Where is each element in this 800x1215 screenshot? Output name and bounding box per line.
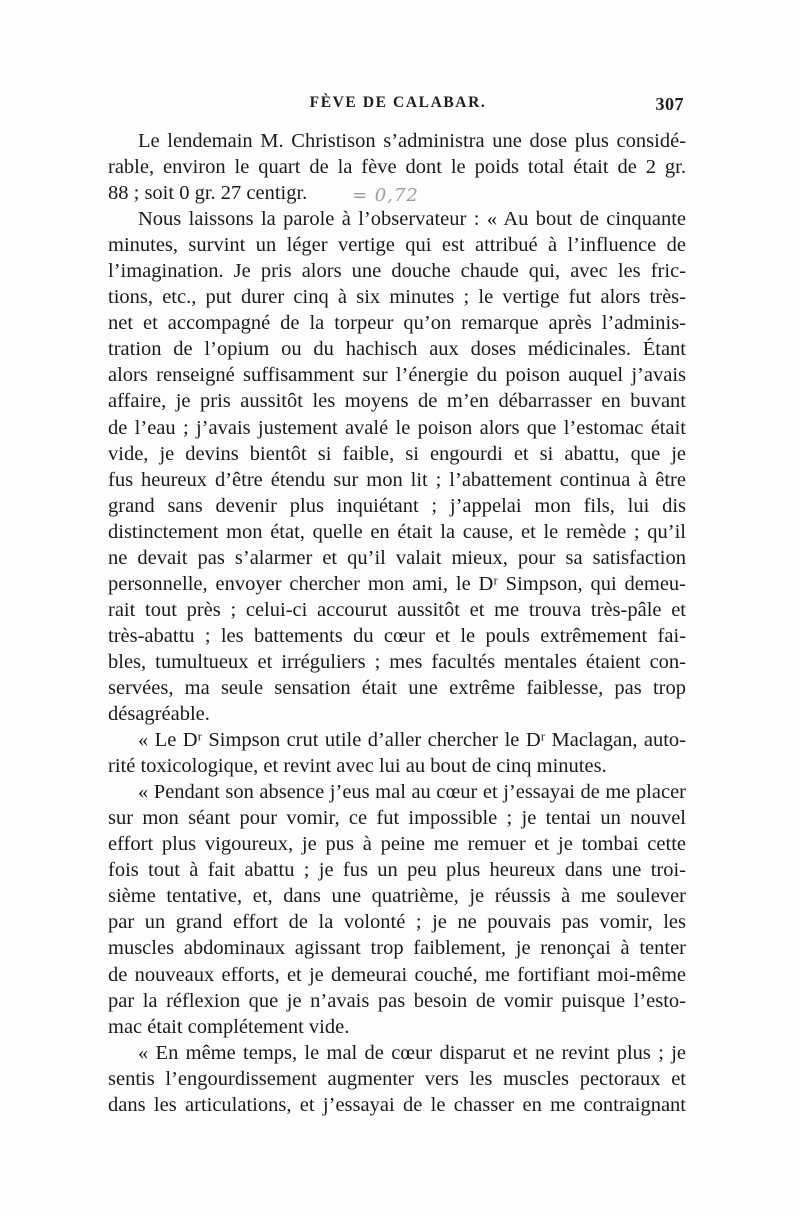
text-line: alors renseigné suffisamment sur l’énergie du poison auquel j’avais bbox=[108, 364, 686, 387]
text-line: mac était complétement vide. bbox=[108, 1015, 350, 1038]
text-line: minutes, survint un léger vertige qui est attribué à l’influence de bbox=[108, 234, 686, 257]
text-line: désagréable. bbox=[108, 703, 210, 726]
running-title: FÈVE DE CALABAR. bbox=[309, 94, 487, 111]
text-line: rait tout près ; celui-ci accourut aussitôt et me trouva très-pâle et bbox=[108, 598, 686, 621]
text-line: distinctement mon état, quelle en était la cause, et le remède ; qu’il bbox=[108, 520, 686, 543]
text-line: ne devait pas s’alarmer et qu’il valait mieux, pour sa satisfaction bbox=[108, 546, 686, 569]
text-line: très-abattu ; les battements du cœur et le pouls extrêmement fai- bbox=[108, 624, 686, 647]
text-line: « Pendant son absence j’eus mal au cœur et j’essayai de me placer bbox=[138, 781, 686, 804]
text-line: « Le Dʳ Simpson crut utile d’aller chercher le Dʳ Maclagan, auto- bbox=[138, 729, 686, 752]
text-line: l’imagination. Je pris alors une douche chaude qui, avec les fric- bbox=[108, 260, 686, 283]
pencil-annotation: = 0,72 bbox=[352, 185, 419, 206]
text-line: affaire, je pris aussitôt les moyens de m’en débarrasser en buvant bbox=[108, 390, 686, 413]
text-line: dans les articulations, et j’essayai de le chasser en me contraignant bbox=[108, 1093, 686, 1116]
text-line: servées, ma seule sensation était une extrême faiblesse, pas trop bbox=[108, 676, 686, 699]
body-text bbox=[108, 128, 686, 1118]
text-line: personnelle, envoyer chercher mon ami, le Dʳ Simpson, qui demeu- bbox=[108, 572, 686, 595]
text-line: vide, je devins bientôt si faible, si engourdi et si abattu, que je bbox=[108, 442, 686, 465]
page-number: 307 bbox=[655, 94, 684, 114]
text-line: sur mon séant pour vomir, ce fut impossible ; je tentai un nouvel bbox=[108, 807, 686, 830]
text-line: Le lendemain M. Christison s’administra une dose plus considé- bbox=[138, 130, 686, 152]
text-line: 88 ; soit 0 gr. 27 centigr. bbox=[108, 182, 308, 205]
text-line: muscles abdominaux agissant trop faiblement, je renonçai à tenter bbox=[108, 937, 686, 960]
page-header bbox=[112, 94, 684, 118]
text-line: net et accompagné de la torpeur qu’on remarque après l’adminis- bbox=[108, 312, 686, 335]
text-line: rité toxicologique, et revint avec lui au bout de cinq minutes. bbox=[108, 755, 607, 778]
text-line: par un grand effort de la volonté ; je ne pouvais pas vomir, les bbox=[108, 911, 686, 934]
text-line: rable, environ le quart de la fève dont le poids total était de 2 gr. bbox=[108, 156, 686, 179]
text-line: grand sans devenir plus inquiétant ; j’appelai mon fils, lui dis bbox=[108, 494, 686, 517]
text-line: bles, tumultueux et irréguliers ; mes facultés mentales étaient con- bbox=[108, 650, 686, 673]
text-line: sième tentative, et, dans une quatrième, je réussis à me soulever bbox=[108, 885, 686, 908]
text-line: Nous laissons la parole à l’observateur : « Au bout de cinquante bbox=[138, 208, 686, 231]
text-line: fois tout à fait abattu ; je fus un peu plus heureux dans une troi- bbox=[108, 859, 686, 882]
text-line: effort plus vigoureux, je pus à peine me remuer et je tombai cette bbox=[108, 833, 686, 856]
text-line: de l’eau ; j’avais justement avalé le poison alors que l’estomac était bbox=[108, 416, 686, 439]
text-line: par la réflexion que je n’avais pas besoin de vomir puisque l’esto- bbox=[108, 989, 686, 1012]
text-line: tration de l’opium ou du hachisch aux doses médicinales. Étant bbox=[108, 338, 686, 361]
text-line: sentis l’engourdissement augmenter vers les muscles pectoraux et bbox=[108, 1067, 686, 1090]
text-line: tions, etc., put durer cinq à six minutes ; le vertige fut alors très- bbox=[108, 286, 686, 309]
text-line: « En même temps, le mal de cœur disparut et ne revint plus ; je bbox=[138, 1041, 686, 1064]
text-line: de nouveaux efforts, et je demeurai couché, me fortifiant moi-même bbox=[108, 963, 686, 986]
text-line: fus heureux d’être étendu sur mon lit ; l’abattement continua à être bbox=[108, 468, 686, 491]
